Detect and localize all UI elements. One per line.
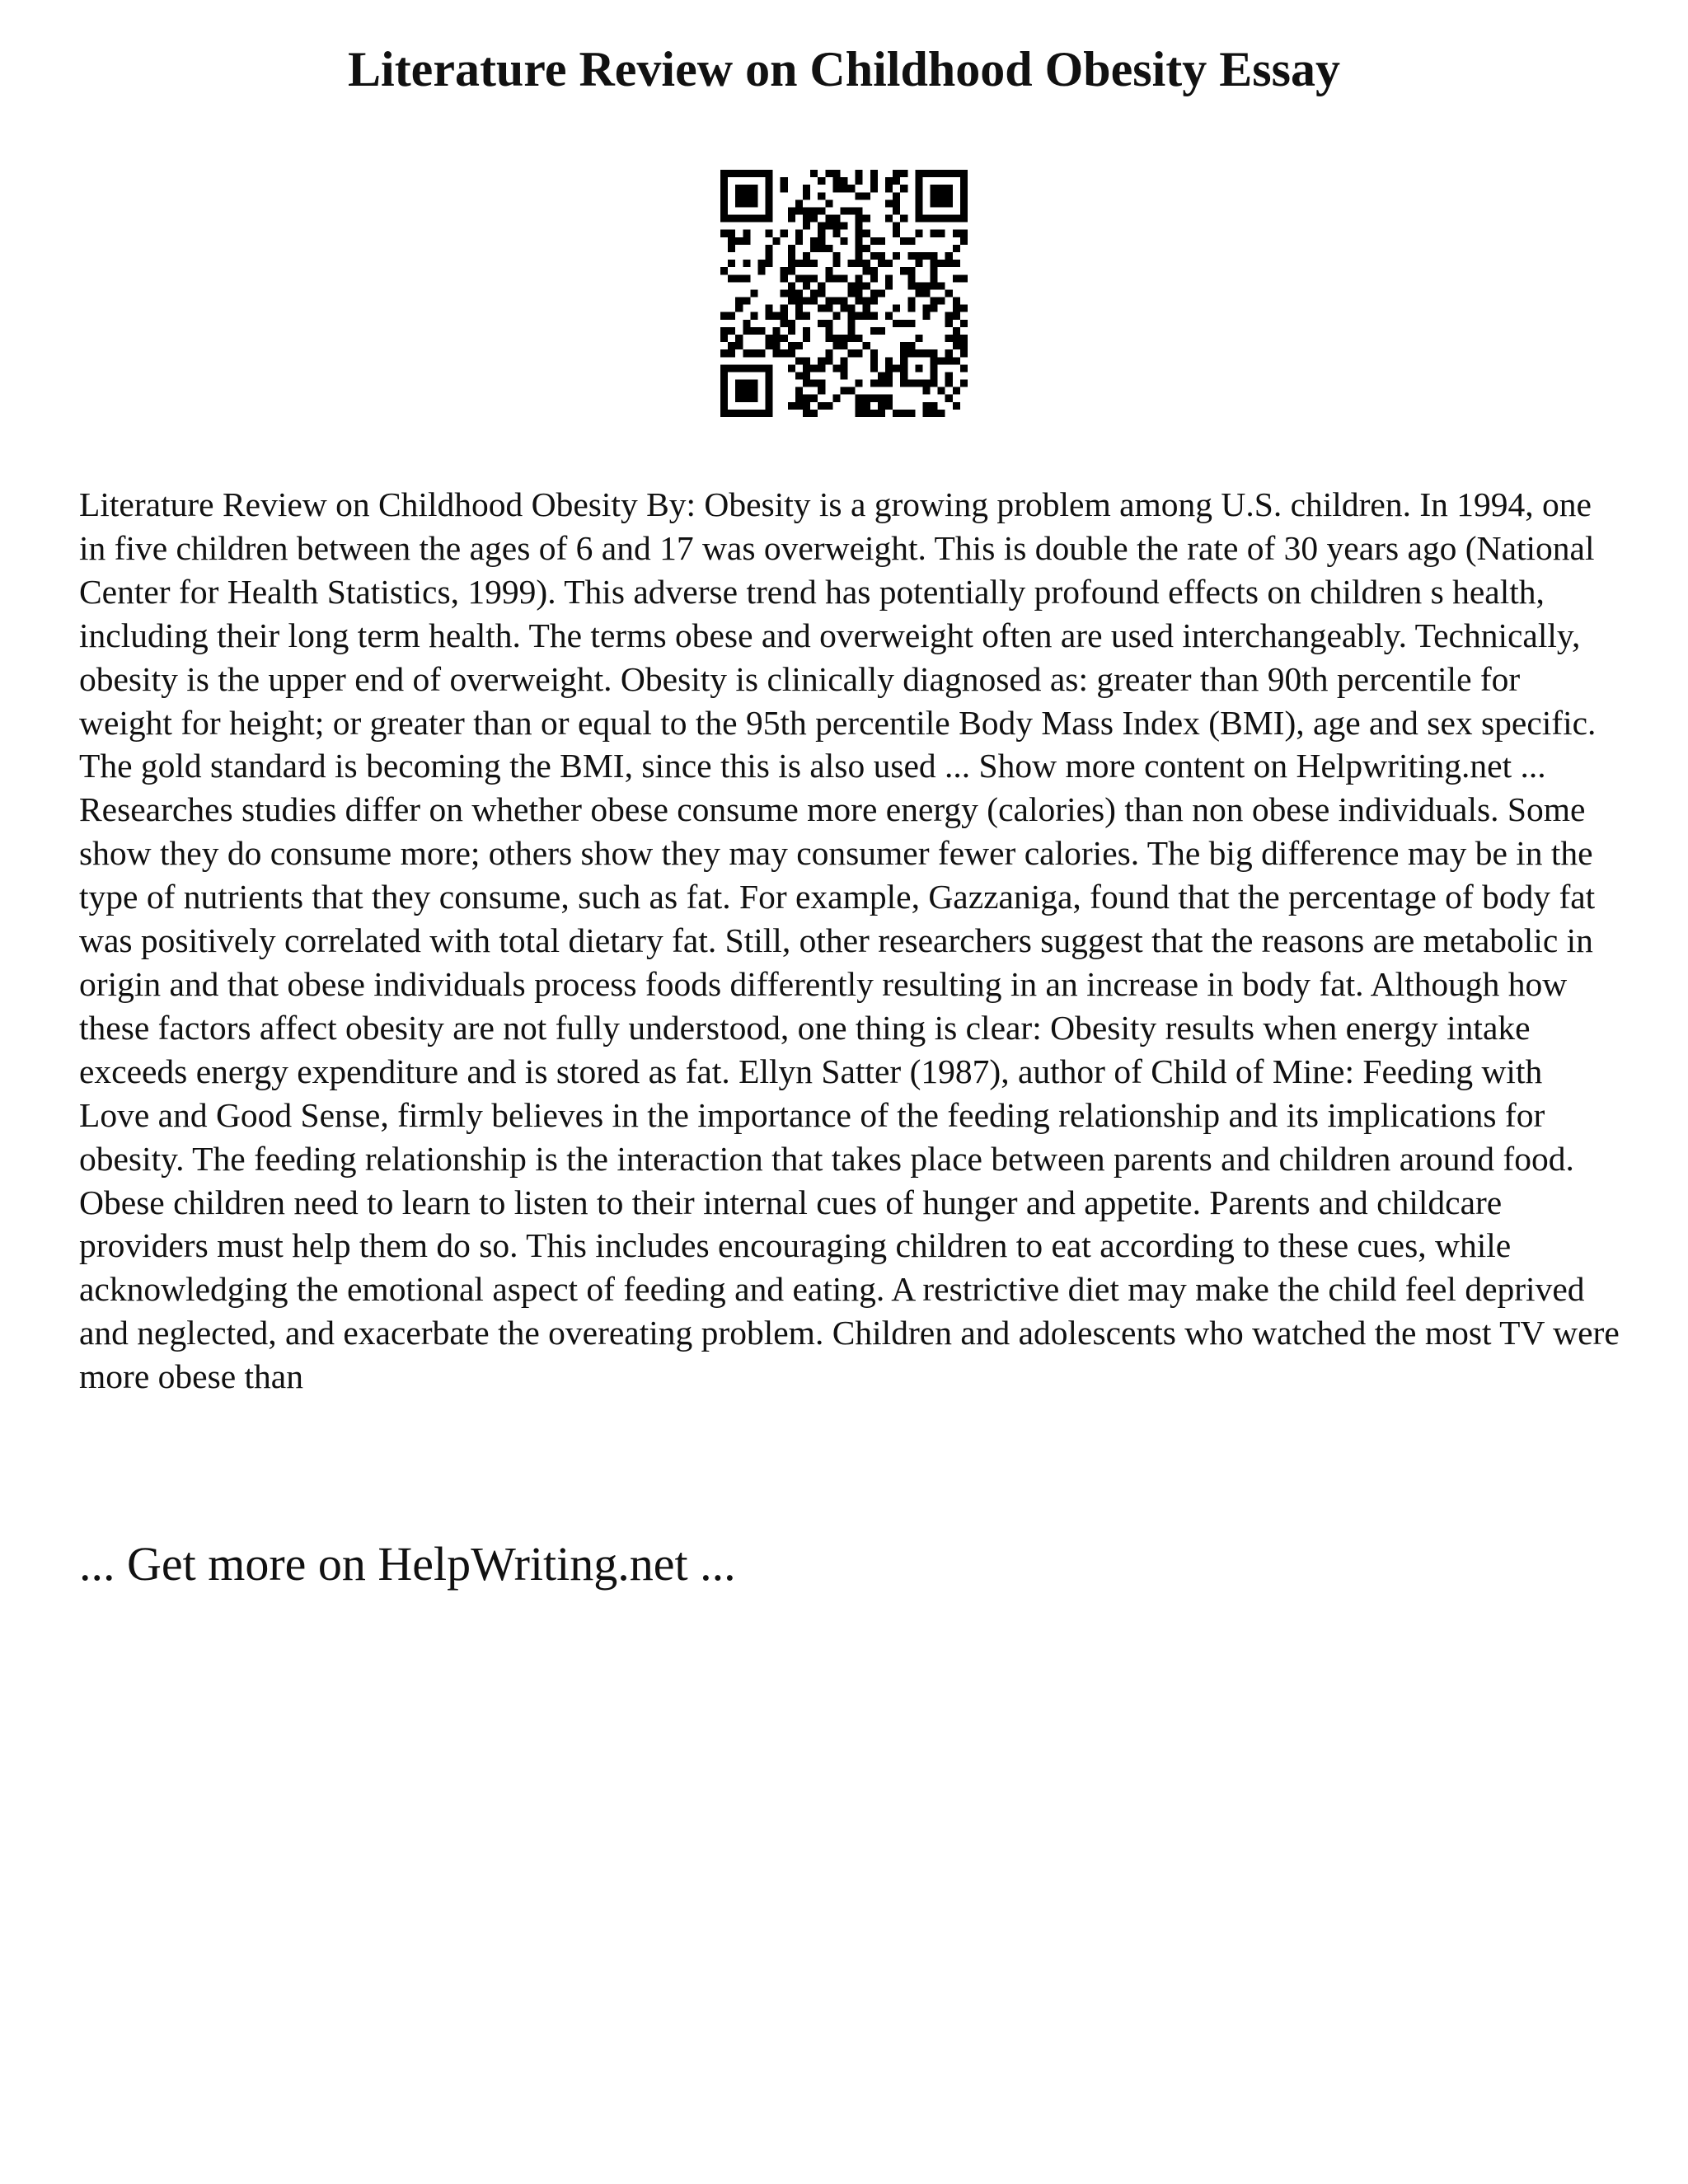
page-title: Literature Review on Childhood Obesity Essay: [348, 42, 1340, 96]
qr-code-icon[interactable]: [720, 170, 968, 417]
essay-body: [79, 483, 1620, 1399]
paragraph-research: Researches studies differ on whether obese consume more energy (calories) than non obese individuals. Some show they do consume more; others show they may consumer fewer calories. The big difference may be in the type of nutrients that they consume, such as fat. For example, Gazzaniga, found that the percentage of body fat was positively correlated with total dietary fat. Still, other researchers suggest that the reasons are metabolic in origin and that obese individuals process foods differently resulting in an increase in body fat. Although how these factors affect obesity are not fully understood, one thing is clear: Obesity results when energy intake exceeds energy expenditure and is stored as fat. Ellyn Satter (1987), author of Child of Mine: Feeding with Love and Good Sense, firmly believes in the importance of the feeding relationship and its implications for obesity. The feeding relationship is the interaction that takes place between parents and children around food. Obese children need to learn to listen to their internal cues of hunger and appetite. Parents and childcare providers must help them do so. This includes encouraging children to eat according to these cues, while acknowledging the emotional aspect of feeding and eating. A restrictive diet may make the child feel deprived and neglected, and exacerbate the overeating problem. Children and adolescents who watched the most TV were more obese than: [79, 790, 1620, 1396]
paragraph-intro: Literature Review on Childhood Obesity By: Obesity is a growing problem among U.S. children. In 1994, one in five children between the ages of 6 and 17 was overweight. This is double the rate of 30 years ago (National Center for Health Statistics, 1999). This adverse trend has potentially profound effects on children s health, including their long term health. The terms obese and overweight often are used interchangeably. Technically, obesity is the upper end of overweight. Obesity is clinically diagnosed as: greater than 90th percentile for weight for height; or greater than or equal to the 95th percentile Body Mass Index (BMI), age and sex specific. The gold standard is becoming the BMI, since this is also used ... Show more content on Helpwriting.net ...: [79, 485, 1597, 785]
get-more-link[interactable]: ... Get more on HelpWriting.net ...: [79, 1537, 736, 1591]
